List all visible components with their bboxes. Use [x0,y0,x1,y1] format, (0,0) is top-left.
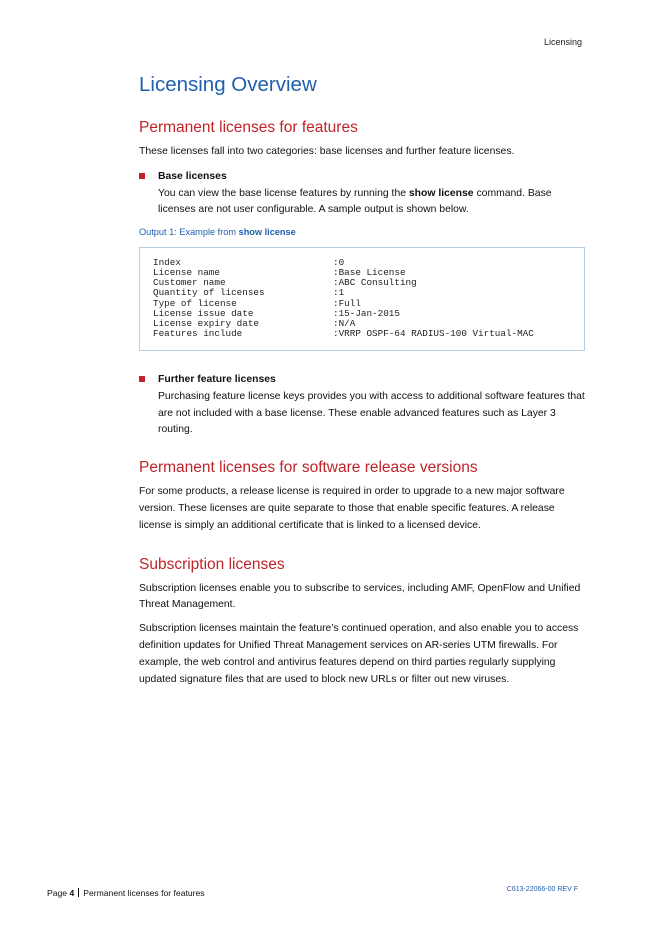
page-number: 4 [69,888,75,898]
caption-command: show license [238,227,296,238]
footer-divider [78,888,79,897]
code-row: License name :Base License [153,267,406,279]
page-footer: Page 4 Permanent licenses for features [47,888,205,898]
section-paragraph: For some products, a release license is required in order to upgrade to a new major software version. These licenses are quite separate to those that enable specific features. A release license is simply an additional certificate that is linked to a licensed device. [139,486,565,531]
code-row: Index :0 [153,257,345,269]
section-heading-release-licenses: Permanent licenses for software release versions [139,459,478,477]
section-heading-feature-licenses: Permanent licenses for features [139,119,358,136]
list-item-text: You can view the base license features by running the show license command. Base licenses are not user configurable. A sample output is shown below. [158,187,552,216]
list-item-title: Base licenses [158,170,227,182]
footer-section: Permanent licenses for features [83,888,205,898]
code-row: Type of license :Full [153,297,361,309]
list-item-further-licenses [139,372,585,439]
list-item-text: Purchasing feature license keys provides you with access to additional software features that are not included with a base license. These enable advanced features such as Layer 3 routing. [158,390,585,436]
inline-command: show license [408,187,474,199]
running-header: Licensing [543,37,582,47]
section-paragraph: Subscription licenses enable you to subscribe to services, including AMF, OpenFlow and Unified Threat Management. [139,582,581,611]
output-caption: Output 1: Example from show license [139,227,296,238]
list-item-title: Further feature licenses [158,373,276,385]
code-row: License expiry date :N/A [153,317,356,329]
list-item-base-licenses [139,169,585,219]
section-heading-subscription-licenses: Subscription licenses [139,555,285,573]
document-id: C613-22066-00 REV F [506,886,578,893]
page-content [139,72,585,688]
code-row: License issue date :15-Jan-2015 [153,307,400,319]
code-row: Quantity of licenses :1 [153,287,345,299]
code-row: Customer name :ABC Consulting [153,277,417,289]
code-row: Features include :VRRP OSPF-64 RADIUS-100 Virtual-MAC [153,327,534,339]
section-paragraph: Subscription licenses maintain the feature’s continued operation, and also enable you to access definition updates for Unified Threat Management services on AR-series UTM firewalls. For example, the web control and antivirus features depend on third parties regularly supplying updated signature files that are used to block new URLs or filter out new viruses. [139,623,579,685]
code-output-box [139,247,585,351]
bullet-square-icon [139,376,145,382]
bullet-square-icon [139,173,145,179]
page-title: Licensing Overview [139,73,317,96]
section-intro: These licenses fall into two categories: base licenses and further feature licenses. [139,146,515,157]
